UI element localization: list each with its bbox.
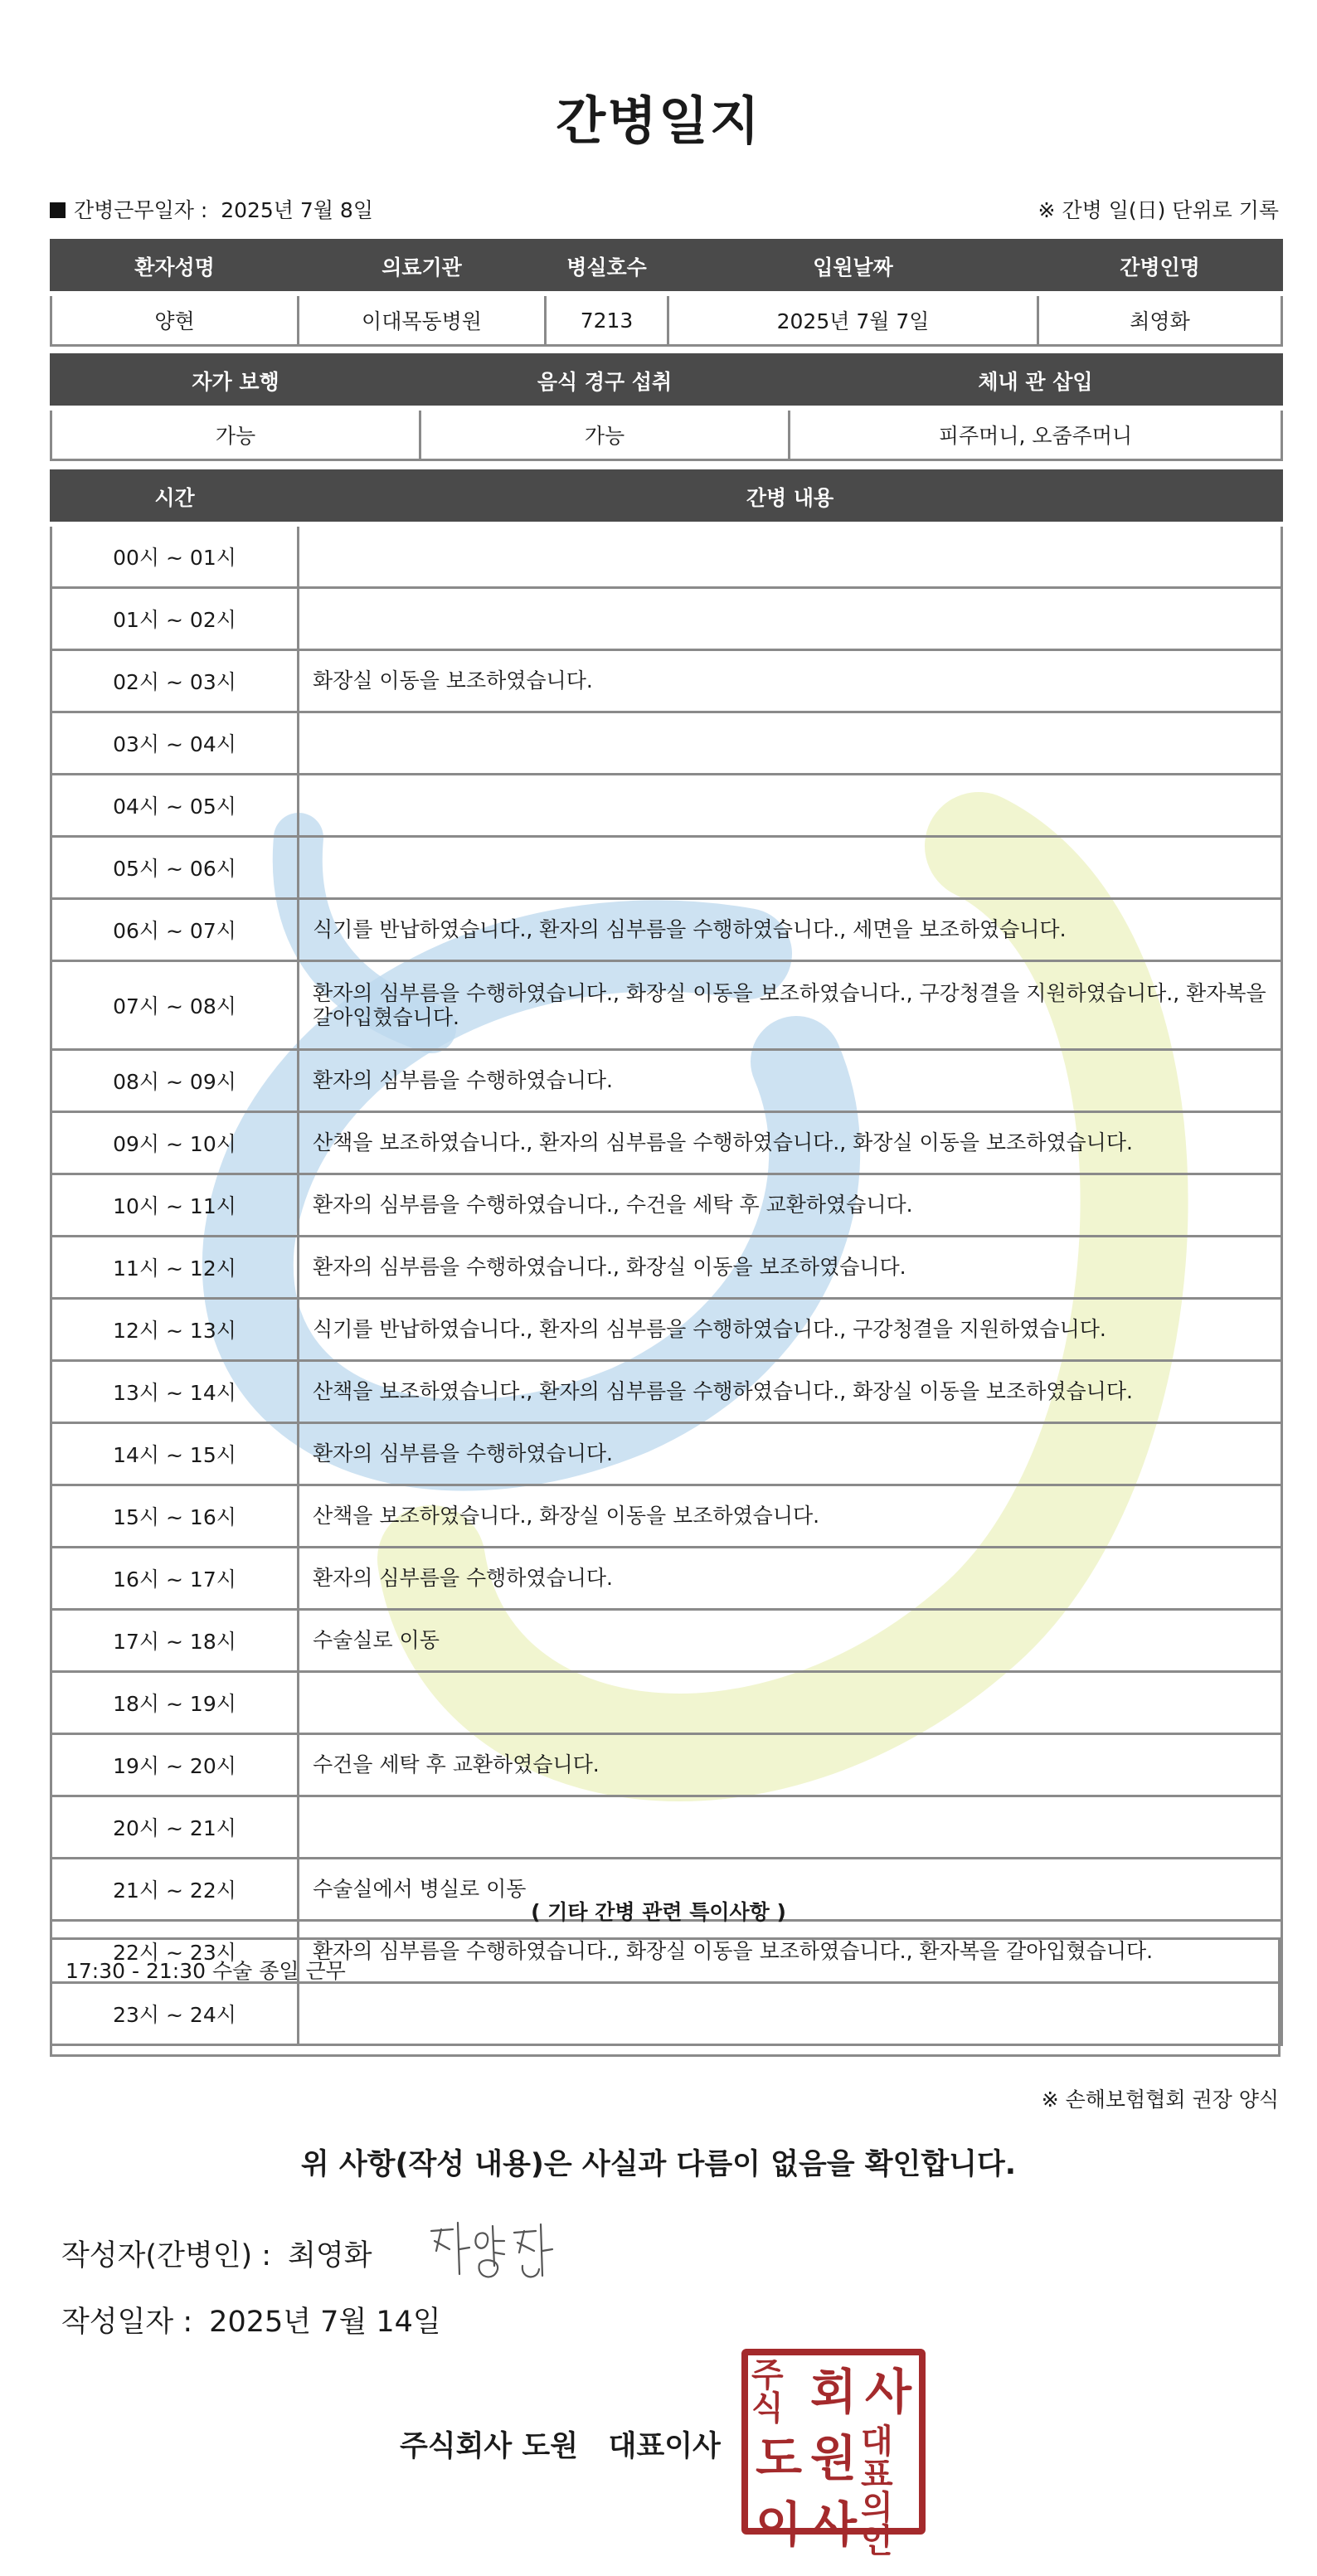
care-content-cell <box>299 1796 1282 1859</box>
time-header: 시간 <box>51 471 299 525</box>
special-notes-box <box>50 1937 1281 2057</box>
care-content-cell: 수술실로 이동 <box>299 1610 1282 1672</box>
hospital-value: 이대목동병원 <box>299 294 546 346</box>
time-slot-cell: 08시 ~ 09시 <box>51 1050 299 1112</box>
writer-line <box>61 2233 372 2274</box>
patient-info-table <box>50 239 1283 347</box>
table-row <box>51 1610 1282 1672</box>
table-row <box>51 1299 1282 1361</box>
care-content-cell: 화장실 이동을 보조하였습니다. <box>299 650 1282 712</box>
care-content-cell: 환자의 심부름을 수행하였습니다., 화장실 이동을 보조하였습니다., 환자복을 갈아입혔습니다. <box>299 1921 1282 1983</box>
handwritten-signature <box>425 2216 566 2294</box>
table-row <box>51 712 1282 775</box>
admission-date-header: 입원날짜 <box>668 241 1038 294</box>
write-date-line <box>61 2299 441 2340</box>
write-date-value: 2025년 7월 14일 <box>209 2306 441 2339</box>
daily-record-note: ※ 간병 일(日) 단위로 기록 <box>1038 198 1279 222</box>
care-content-cell: 환자의 심부름을 수행하였습니다., 화장실 이동을 보조하였습니다., 구강청결을 지원하였습니다., 환자복을 갈아입혔습니다. <box>299 961 1282 1050</box>
care-content-cell: 수건을 세탁 후 교환하였습니다. <box>299 1734 1282 1796</box>
care-content-cell: 식기를 반납하였습니다., 환자의 심부름을 수행하였습니다., 세면을 보조하였습니다. <box>299 899 1282 961</box>
room-number-value: 7213 <box>546 294 668 346</box>
care-content-cell: 환자의 심부름을 수행하였습니다. <box>299 1423 1282 1485</box>
form-source-note: ※ 손해보험협회 권장 양식 <box>1041 2088 1279 2112</box>
table-row <box>51 961 1282 1050</box>
seal-glyph: 원 <box>809 2430 858 2486</box>
table-row <box>51 1796 1282 1859</box>
admission-date-value: 2025년 7월 7일 <box>668 294 1038 346</box>
writer-name: 최영화 <box>288 2239 372 2272</box>
table-row <box>51 588 1282 650</box>
table-row <box>51 837 1282 899</box>
document-title: 간병일지 <box>556 90 761 151</box>
time-slot-cell: 17시 ~ 18시 <box>51 1610 299 1672</box>
square-bullet-icon <box>50 202 66 218</box>
table-row <box>51 524 1282 588</box>
hospital-header: 의료기관 <box>299 241 546 294</box>
time-slot-cell: 21시 ~ 22시 <box>51 1859 299 1921</box>
company-signatory: 주식회사 도원 대표이사 <box>400 2430 721 2463</box>
oral-intake-header: 음식 경구 섭취 <box>420 355 790 409</box>
care-content-cell: 환자의 심부름을 수행하였습니다., 수건을 세탁 후 교환하였습니다. <box>299 1174 1282 1237</box>
care-content-cell: 환자의 심부름을 수행하였습니다. <box>299 1050 1282 1112</box>
time-slot-cell: 00시 ~ 01시 <box>51 524 299 588</box>
time-slot-cell: 11시 ~ 12시 <box>51 1237 299 1299</box>
tube-insertion-header: 체내 관 삽입 <box>790 355 1282 409</box>
seal-glyph: 도 <box>755 2430 803 2486</box>
time-slot-cell: 07시 ~ 08시 <box>51 961 299 1050</box>
care-content-cell: 환자의 심부름을 수행하였습니다. <box>299 1548 1282 1610</box>
table-row <box>51 1174 1282 1237</box>
patient-name-header: 환자성명 <box>51 241 299 294</box>
care-content-cell: 산책을 보조하였습니다., 환자의 심부름을 수행하였습니다., 화장실 이동을 보조하였습니다. <box>299 1112 1282 1174</box>
care-content-cell: 산책을 보조하였습니다., 화장실 이동을 보조하였습니다. <box>299 1485 1282 1548</box>
care-content-cell: 식기를 반납하였습니다., 환자의 심부름을 수행하였습니다., 구강청결을 지원하였습니다. <box>299 1299 1282 1361</box>
time-slot-cell: 14시 ~ 15시 <box>51 1423 299 1485</box>
oral-intake-value: 가능 <box>420 408 790 460</box>
self-walking-header: 자가 보행 <box>51 355 420 409</box>
table-row <box>51 1485 1282 1548</box>
caregiver-name-value: 최영화 <box>1038 294 1282 346</box>
time-slot-cell: 15시 ~ 16시 <box>51 1485 299 1548</box>
room-number-header: 병실호수 <box>546 241 668 294</box>
table-row <box>51 1112 1282 1174</box>
seal-glyph: 주식 <box>751 2356 784 2428</box>
care-content-cell: 환자의 심부름을 수행하였습니다., 화장실 이동을 보조하였습니다. <box>299 1237 1282 1299</box>
patient-name-value: 양현 <box>51 294 299 346</box>
seal-glyph: 의인 <box>861 2489 893 2560</box>
table-row <box>51 1361 1282 1423</box>
time-slot-cell: 18시 ~ 19시 <box>51 1672 299 1734</box>
tube-insertion-value: 피주머니, 오줌주머니 <box>790 408 1282 460</box>
seal-glyph: 회 <box>809 2364 858 2420</box>
special-notes-title: ( 기타 간병 관련 특이사항 ) <box>531 1900 786 1924</box>
table-row <box>51 1734 1282 1796</box>
care-content-cell <box>299 775 1282 837</box>
table-row <box>51 1672 1282 1734</box>
table-row <box>51 650 1282 712</box>
seal-glyph: 사 <box>864 2364 912 2420</box>
self-walking-value: 가능 <box>51 408 420 460</box>
work-date-value: 2025년 7월 8일 <box>221 198 373 222</box>
care-content-cell <box>299 588 1282 650</box>
time-slot-cell: 03시 ~ 04시 <box>51 712 299 775</box>
table-row <box>51 1237 1282 1299</box>
company-seal-stamp <box>741 2349 926 2560</box>
table-row <box>51 1050 1282 1112</box>
care-content-cell <box>299 1672 1282 1734</box>
work-date-line <box>50 194 373 224</box>
care-content-cell: 수술실에서 병실로 이동 <box>299 1859 1282 1921</box>
table-row <box>51 1548 1282 1610</box>
table-row <box>51 1423 1282 1485</box>
care-content-cell <box>299 837 1282 899</box>
time-slot-cell: 20시 ~ 21시 <box>51 1796 299 1859</box>
seal-glyph: 사 <box>809 2496 858 2553</box>
time-slot-cell: 06시 ~ 07시 <box>51 899 299 961</box>
care-content-cell <box>299 524 1282 588</box>
table-row <box>51 775 1282 837</box>
work-date-label: 간병근무일자 : <box>74 198 208 222</box>
time-slot-cell: 04시 ~ 05시 <box>51 775 299 837</box>
care-content-header: 간병 내용 <box>299 471 1282 525</box>
seal-glyph: 대표 <box>861 2423 893 2494</box>
patient-status-table <box>50 353 1283 461</box>
time-slot-cell: 16시 ~ 17시 <box>51 1548 299 1610</box>
care-log-table <box>50 469 1283 2046</box>
time-slot-cell: 05시 ~ 06시 <box>51 837 299 899</box>
time-slot-cell: 12시 ~ 13시 <box>51 1299 299 1361</box>
time-slot-cell: 19시 ~ 20시 <box>51 1734 299 1796</box>
write-date-label: 작성일자 : <box>61 2306 193 2339</box>
time-slot-cell: 09시 ~ 10시 <box>51 1112 299 1174</box>
time-slot-cell: 10시 ~ 11시 <box>51 1174 299 1237</box>
time-slot-cell: 23시 ~ 24시 <box>51 1983 299 2045</box>
seal-glyph: 이 <box>755 2496 803 2553</box>
writer-label: 작성자(간병인) : <box>61 2239 272 2272</box>
time-slot-cell: 02시 ~ 03시 <box>51 650 299 712</box>
confirmation-statement: 위 사항(작성 내용)은 사실과 다름이 없음을 확인합니다. <box>300 2148 1017 2181</box>
table-row <box>51 899 1282 961</box>
time-slot-cell: 01시 ~ 02시 <box>51 588 299 650</box>
time-slot-cell: 22시 ~ 23시 <box>51 1921 299 1983</box>
care-content-cell <box>299 712 1282 775</box>
caregiver-name-header: 간병인명 <box>1038 241 1282 294</box>
special-notes-content: 17:30 - 21:30 수술 종일 근무 <box>66 1959 346 1983</box>
care-content-cell: 산책을 보조하였습니다., 환자의 심부름을 수행하였습니다., 화장실 이동을 보조하였습니다. <box>299 1361 1282 1423</box>
time-slot-cell: 13시 ~ 14시 <box>51 1361 299 1423</box>
